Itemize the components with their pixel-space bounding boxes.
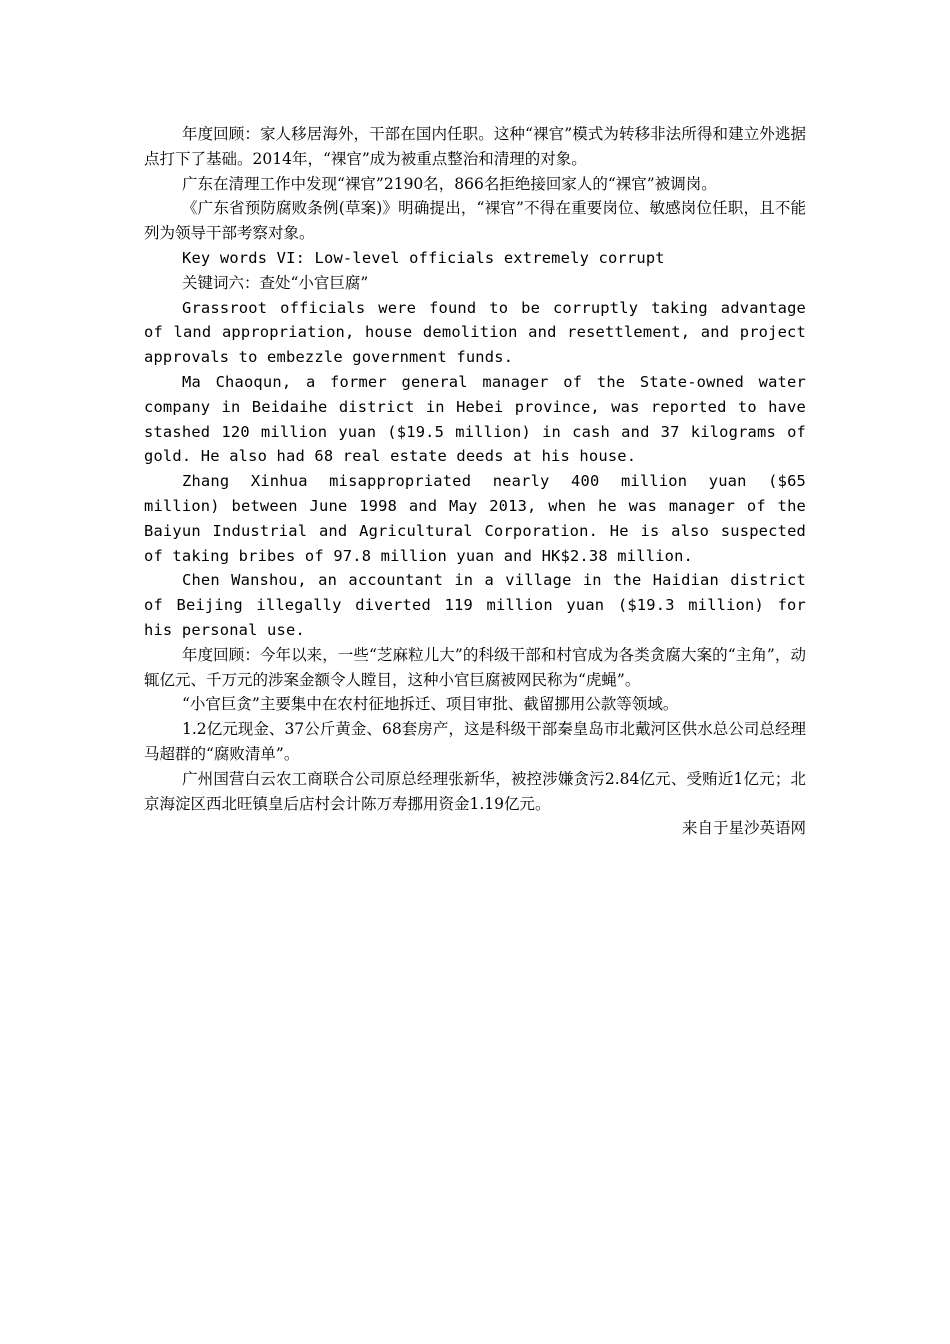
paragraph-ma-chaoqun: Ma Chaoqun, a former general manager of the State-owned water company in Beidaihe district in Hebei province, was reported to have stashed 120 million yuan ($19.5 million) in cash and 37 kilograms of gold. He also had 68 real estate deeds at his house. bbox=[144, 372, 806, 466]
keyword-heading-en: Key words VI: Low-level officials extremely corrupt bbox=[182, 248, 665, 267]
paragraph-guangdong-cleanup: 广东在清理工作中发现“裸官”2190名，866名拒绝接回家人的“裸官”被调岗。 bbox=[182, 174, 717, 193]
source-attribution: 来自于星沙英语网 bbox=[681, 819, 806, 838]
paragraph-tiger-flies-review: 年度回顾：今年以来，一些“芝麻粒儿大”的科级干部和村官成为各类贪腐大案的“主角”，动辄亿元、千万元的涉案金额令人瞠目，这种小官巨腐被网民称为“虎蝇”。 bbox=[144, 645, 806, 689]
paragraph-chen-wanshou: Chen Wanshou, an accountant in a village in the Haidian district of Beijing illegally diverted 119 million yuan ($19.3 million) for his personal use. bbox=[144, 571, 806, 639]
document-body bbox=[144, 122, 806, 841]
paragraph-guangdong-regulation: 《广东省预防腐败条例(草案)》明确提出，“裸官”不得在重要岗位、敏感岗位任职，且不能列为领导干部考察对象。 bbox=[144, 199, 806, 243]
paragraph-small-official-areas: “小官巨贪”主要集中在农村征地拆迁、项目审批、截留挪用公款等领域。 bbox=[182, 695, 679, 714]
paragraph-zhang-chen-zh: 广州国营白云农工商联合公司原总经理张新华，被控涉嫌贪污2.84亿元、受贿近1亿元；北京海淀区西北旺镇皇后店村会计陈万寿挪用资金1.19亿元。 bbox=[144, 769, 806, 813]
paragraph-grassroot-officials: Grassroot officials were found to be corruptly taking advantage of land appropriation, house demolition and resettlement, and project approvals to embezzle government funds. bbox=[144, 298, 806, 367]
paragraph-ma-chaoqun-zh: 1.2亿元现金、37公斤黄金、68套房产，这是科级干部秦皇岛市北戴河区供水总公司总经理马超群的“腐败清单”。 bbox=[144, 720, 806, 763]
keyword-heading-zh: 关键词六：查处“小官巨腐” bbox=[182, 273, 369, 292]
paragraph-naked-officials-review: 年度回顾：家人移居海外，干部在国内任职。这种“裸官”模式为转移非法所得和建立外逃据点打下了基础。2014年，“裸官”成为被重点整治和清理的对象。 bbox=[144, 125, 806, 168]
paragraph-zhang-xinhua: Zhang Xinhua misappropriated nearly 400 million yuan ($65 million) between June 1998 and May 2013, when he was manager of the Baiyun Industrial and Agricultural Corporation. He is also suspected of taking bribes of 97.8 million yuan and HK$2.38 million. bbox=[144, 472, 806, 565]
